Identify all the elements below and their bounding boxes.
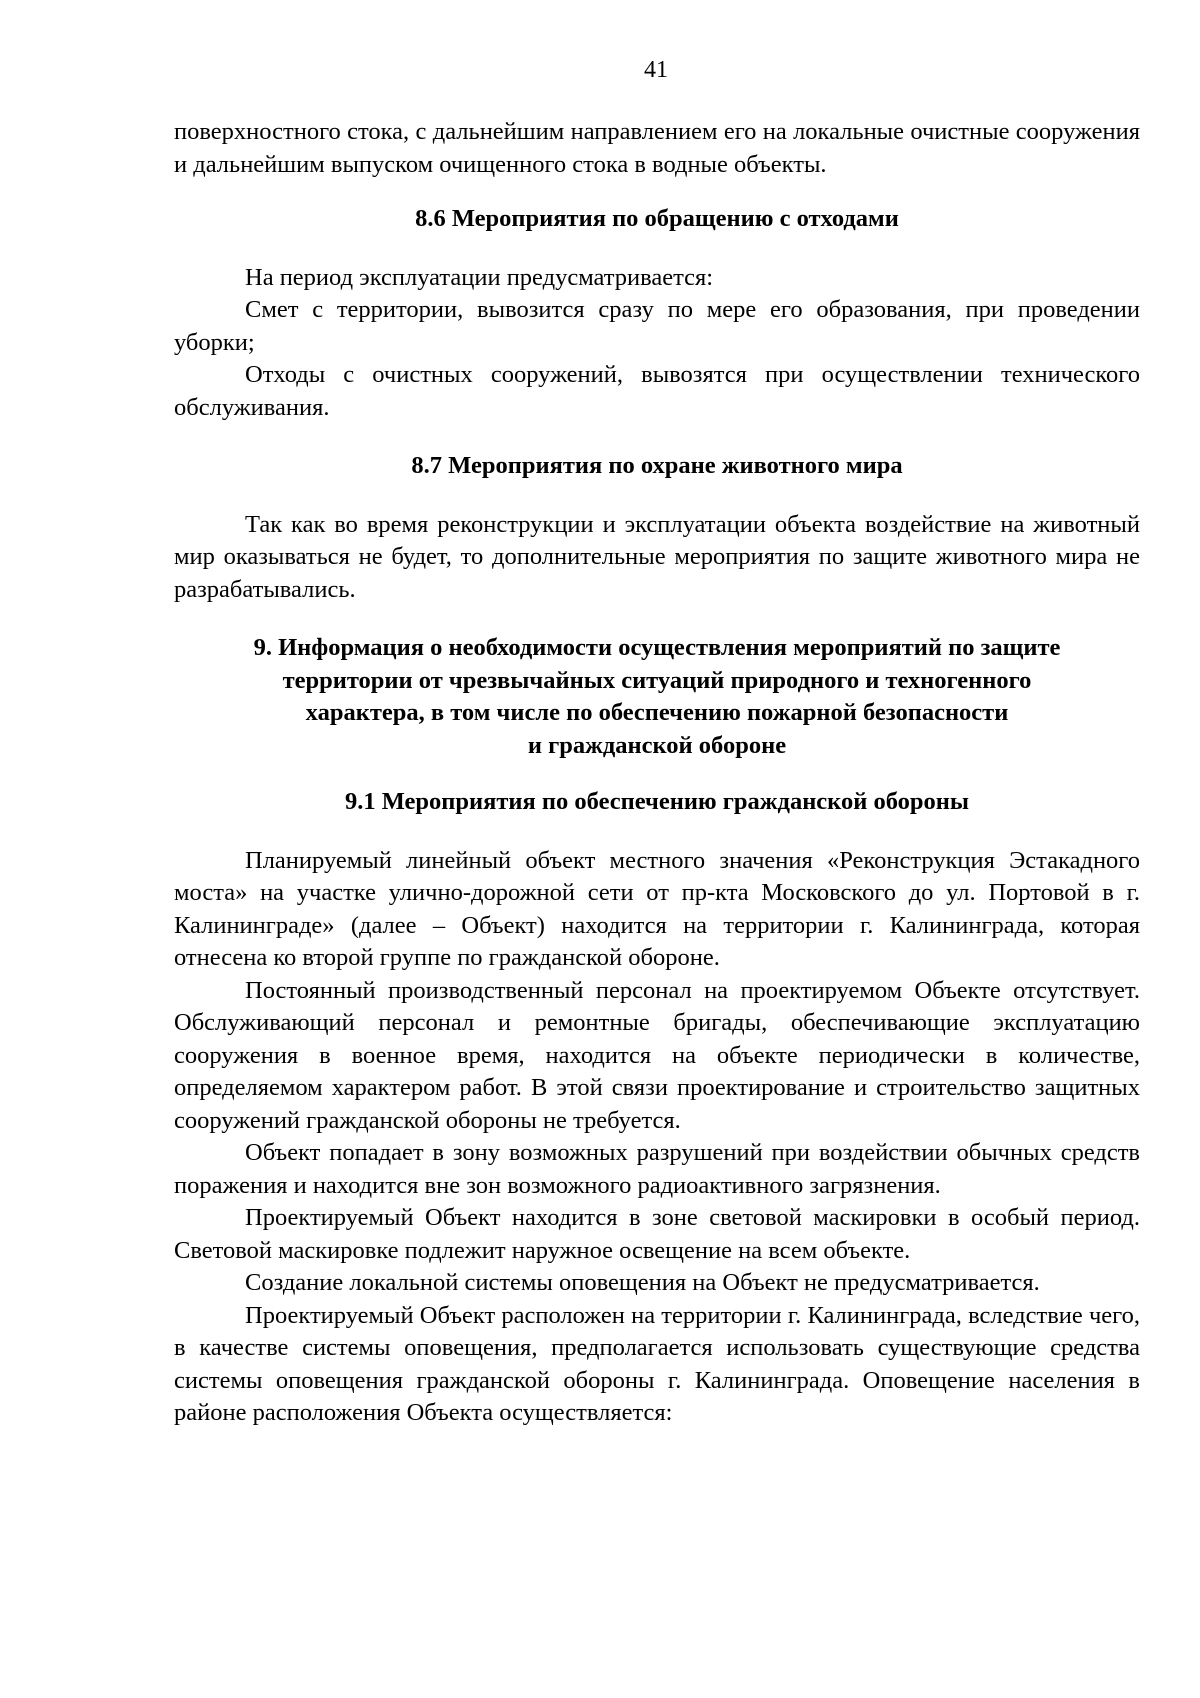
section-9-1-heading: 9.1 Мероприятия по обеспечению гражданской обороны bbox=[344, 788, 970, 815]
section-9-heading-line-3: характера, в том числе по обеспечению пожарной безопасности bbox=[305, 699, 1009, 726]
section-9-heading bbox=[182, 632, 1132, 762]
section-9-1-paragraph-5: Создание локальной системы оповещения на Объект не предусматривается. bbox=[245, 1269, 1040, 1296]
section-8-6-paragraph-1: На период эксплуатации предусматривается: bbox=[245, 263, 714, 291]
intro-paragraph: поверхностного стока, с дальнейшим направлением его на локальные очистные сооружения и дальнейшим выпуском очищенного стока в водные объекты. bbox=[174, 118, 1140, 178]
section-9-heading-line-1: 9. Информация о необходимости осуществления мероприятий по защите bbox=[253, 634, 1061, 661]
section-8-6-paragraph-3: Отходы с очистных сооружений, вывозятся при осуществлении технического обслуживания. bbox=[174, 361, 1140, 421]
section-9-1-paragraph-2: Постоянный производственный персонал на проектируемом Объекте отсутствует. Обслуживающий персонал и ремонтные бригады, обеспечивающие эксплуатацию сооружения в военное время, находится на объекте периодически в количестве, определяемом характером работ. В этой связи проектирование и строительство защитных сооружений гражданской обороны не требуется. bbox=[174, 976, 1140, 1134]
section-9-1-paragraph-6: Проектируемый Объект расположен на территории г. Калининграда, вследствие чего, в качестве системы оповещения, предполагается использовать существующие средства системы оповещения гражданской обороны г. Калининграда. Оповещение населения в районе расположения Объекта осуществляется: bbox=[174, 1301, 1140, 1426]
page-content bbox=[174, 116, 1140, 1430]
section-8-6-heading: 8.6 Мероприятия по обращению с отходами bbox=[415, 205, 899, 232]
section-9-1-paragraph-3: Объект попадает в зону возможных разрушений при воздействии обычных средств поражения и находится вне зон возможного радиоактивного загрязнения. bbox=[174, 1139, 1140, 1199]
section-8-6-paragraph-2: Смет с территории, вывозится сразу по мере его образования, при проведении уборки; bbox=[174, 296, 1140, 356]
section-9-1-paragraph-1: Планируемый линейный объект местного значения «Реконструкция Эстакадного моста» на участке улично-дорожной сети от пр-кта Московского до ул. Портовой в г. Калининграде» (далее – Объект) находится на территории г. Калининграда, которая отнесена ко второй группе по гражданской обороне. bbox=[174, 846, 1140, 971]
section-8-7-heading: 8.7 Мероприятия по охране животного мира bbox=[411, 452, 903, 479]
section-9-1-paragraph-4: Проектируемый Объект находится в зоне световой маскировки в особый период. Световой маскировке подлежит наружное освещение на всем объекте. bbox=[174, 1204, 1140, 1264]
section-9-heading-line-2: территории от чрезвычайных ситуаций природного и техногенного bbox=[282, 666, 1032, 694]
section-9-heading-line-4: и гражданской обороне bbox=[527, 731, 787, 759]
section-8-7-paragraph-1: Так как во время реконструкции и эксплуатации объекта воздействие на животный мир оказываться не будет, то дополнительные мероприятия по защите животного мира не разрабатывались. bbox=[174, 510, 1140, 603]
page-number: 41 bbox=[644, 57, 668, 83]
